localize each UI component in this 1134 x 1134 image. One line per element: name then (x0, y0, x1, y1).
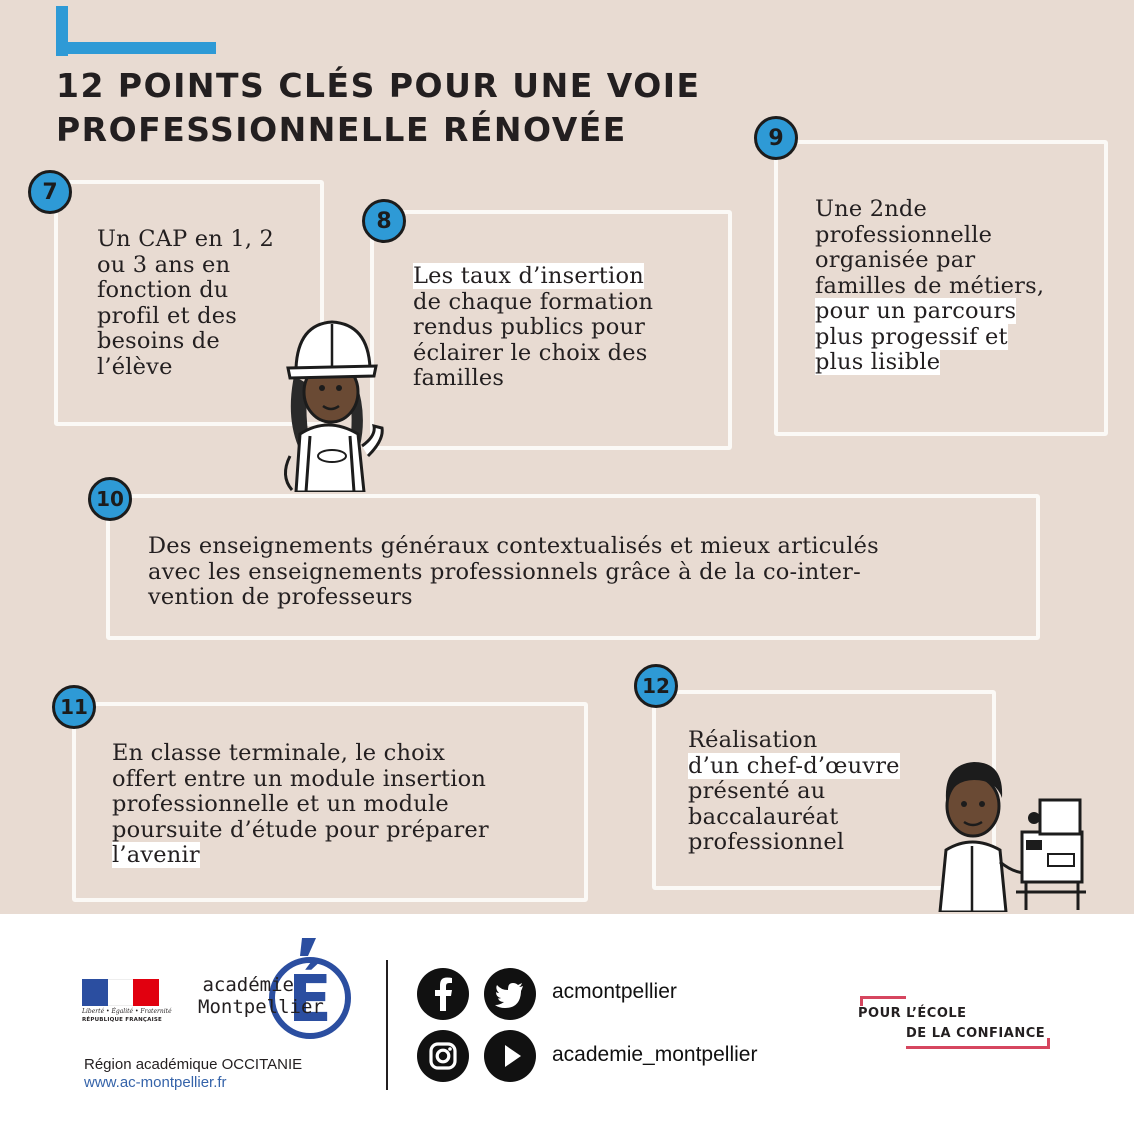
student-workshop-illustration (930, 742, 1090, 912)
point-8-text: Les taux d’insertion de chaque formation rendus publics pour éclairer le choix des familles (413, 263, 654, 391)
montpellier-word: Montpellier (198, 996, 324, 1018)
academie-word: académie (202, 974, 294, 996)
point-12-badge: 12 (634, 664, 678, 708)
corner-bracket-horizontal (56, 42, 216, 54)
student-hard-hat-illustration (276, 306, 388, 492)
slogan-accent-bottom-right (1047, 1038, 1050, 1049)
point-12-text: Réalisation d’un chef-d’œuvre présenté au baccalauréat professionnel (688, 727, 900, 855)
point-7-text: Un CAP en 1, 2 ou 3 ans en fonction du profil et des besoins de l’élève (97, 226, 275, 380)
republique-name: RÉPUBLIQUE FRANÇAISE (82, 1017, 162, 1023)
flag-blue (82, 979, 108, 1006)
title-line-1: 12 POINTS CLÉS POUR UNE VOIE (56, 66, 701, 105)
handle-acmontpellier[interactable]: acmontpellier (552, 980, 677, 1003)
point-10-badge: 10 (88, 477, 132, 521)
point-10-text: Des enseignements généraux contextualisés et mieux articulés avec les enseignements professionnels grâce à de la co-inter- vention de professeurs (148, 533, 879, 610)
academie-logo-letter: É (288, 963, 332, 1037)
slogan-accent-top-left (860, 996, 863, 1006)
slogan-line-1: POUR L’ÉCOLE (858, 1006, 967, 1021)
region-label: Région académique OCCITANIE (84, 1056, 303, 1073)
handle-academie-montpellier[interactable]: academie_montpellier (552, 1043, 758, 1066)
republique-francaise-flag (82, 979, 159, 1006)
point-9-badge: 9 (754, 116, 798, 160)
point-8-badge: 8 (362, 199, 406, 243)
flag-red (133, 979, 159, 1006)
point-11-text: En classe terminale, le choix offert entre un module insertion professionnelle et un module poursuite d’étude pour préparer l’avenir (112, 740, 489, 868)
footer-divider (386, 960, 388, 1090)
point-7-badge: 7 (28, 170, 72, 214)
slogan-accent-top (860, 996, 906, 999)
youtube-icon[interactable] (484, 1030, 536, 1082)
flag-white (108, 979, 134, 1006)
website-link[interactable]: www.ac-montpellier.fr (84, 1074, 227, 1091)
twitter-icon[interactable] (484, 968, 536, 1020)
facebook-icon[interactable] (417, 968, 469, 1020)
footer (0, 914, 1134, 1134)
title-line-2: PROFESSIONNELLE RÉNOVÉE (56, 110, 627, 149)
republique-motto: Liberté • Égalité • Fraternité (82, 1008, 172, 1015)
academie-wordmark (198, 974, 324, 1018)
slogan-line-2: DE LA CONFIANCE (906, 1026, 1046, 1041)
point-9-text: Une 2nde professionnelle organisée par familles de métiers, pour un parcours plus progessif et plus lisible (815, 196, 1045, 375)
page-title (56, 64, 701, 152)
point-11-badge: 11 (52, 685, 96, 729)
slogan-accent-bottom (906, 1046, 1050, 1049)
instagram-icon[interactable] (417, 1030, 469, 1082)
